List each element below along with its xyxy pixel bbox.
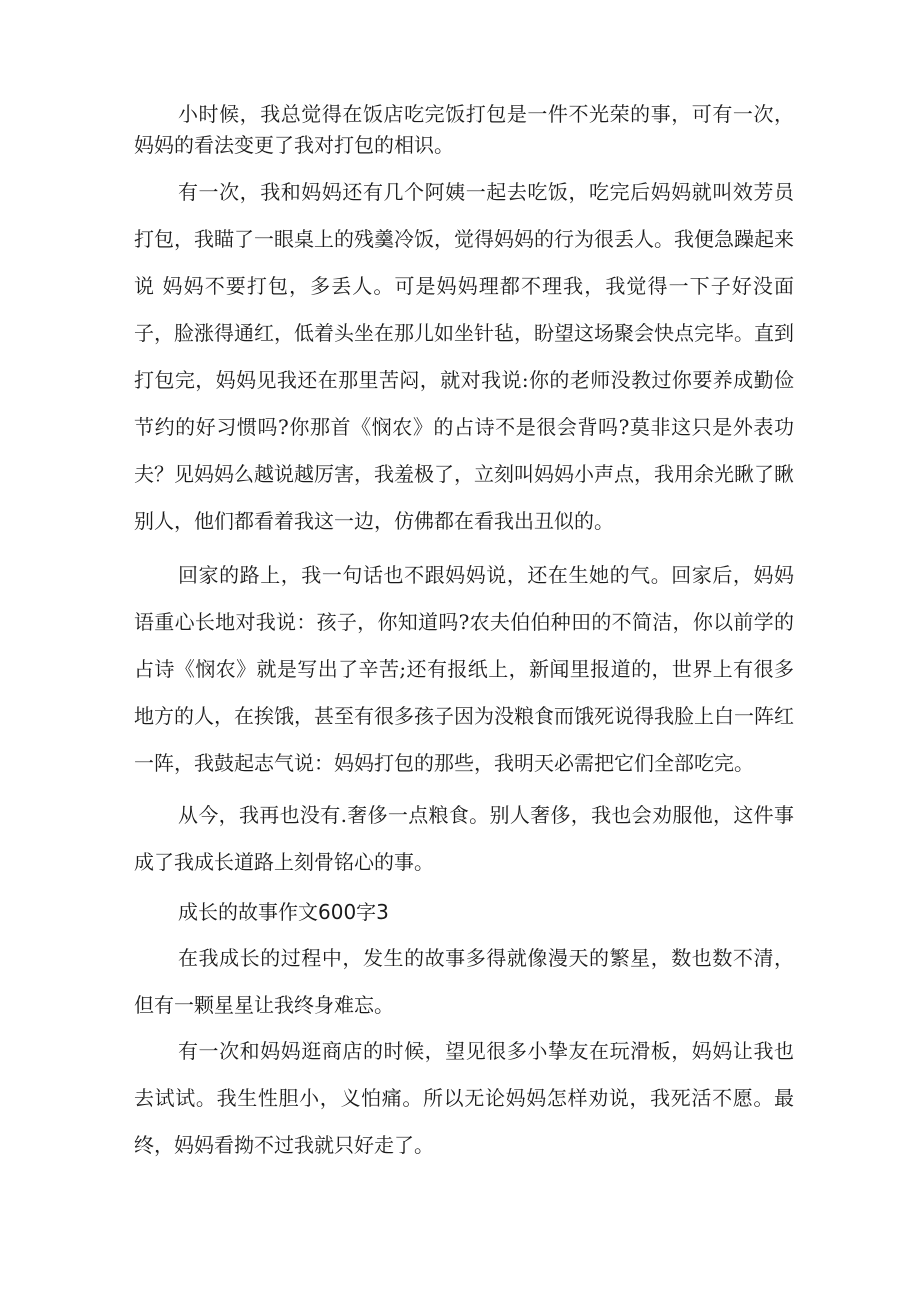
section-heading: 成长的故事作文600字3	[178, 900, 389, 924]
paragraph-5: 在我成长的过程中，发生的故事多得就像漫天的繁星，数也数不清，但有一颗星星让我终身难忘。	[134, 946, 794, 1017]
paragraph-2: 有一次，我和妈妈还有几个阿姨一起去吃饭，吃完后妈妈就叫效芳员打包，我瞄了一眼桌上的残羹冷饭，觉得妈妈的行为很丢人。我便急躁起来说 妈妈不要打包，多丢人。可是妈妈理都不理我，我觉得一下子好没面子，脸涨得通红，低着头坐在那儿如坐针毡，盼望这场聚会快点完毕。直到打包完，妈妈见我还在那里苦闷，就对我说:你的老师没教过你要养成勤俭节约的好习惯吗?你那首《悯农》的占诗不是很会背吗?莫非这只是外表功夫？见妈妈么越说越厉害，我羞极了，立刻叫妈妈小声点，我用余光瞅了瞅别人，他们都看着我这一边，仿佛都在看我出丑似的。	[134, 180, 794, 533]
paragraph-6: 有一次和妈妈逛商店的时候，望见很多小挚友在玩滑板，妈妈让我也去试试。我生性胆小，义怕痛。所以无论妈妈怎样劝说，我死活不愿。最终，妈妈看拗不过我就只好走了。	[134, 1039, 794, 1157]
paragraph-1: 小时候，我总觉得在饭店吃完饭打包是一件不光荣的事，可有一次，妈妈的看法变更了我对打包的相识。	[134, 102, 794, 157]
paragraph-3: 回家的路上，我一句话也不跟妈妈说，还在生她的气。回家后，妈妈语重心长地对我说：孩子，你知道吗?农夫伯伯种田的不简洁，你以前学的占诗《悯农》就是写出了辛苦;还有报纸上，新闻里报道的，世界上有很多地方的人，在挨饿，甚至有很多孩子因为没粮食而饿死说得我脸上白一阵红一阵，我鼓起志气说：妈妈打包的那些，我明天必需把它们全部吃完。	[134, 563, 794, 775]
paragraph-4: 从今，我再也没有.奢侈一点粮食。别人奢侈，我也会劝服他，这件事成了我成长道路上刻骨铭心的事。	[134, 803, 794, 874]
